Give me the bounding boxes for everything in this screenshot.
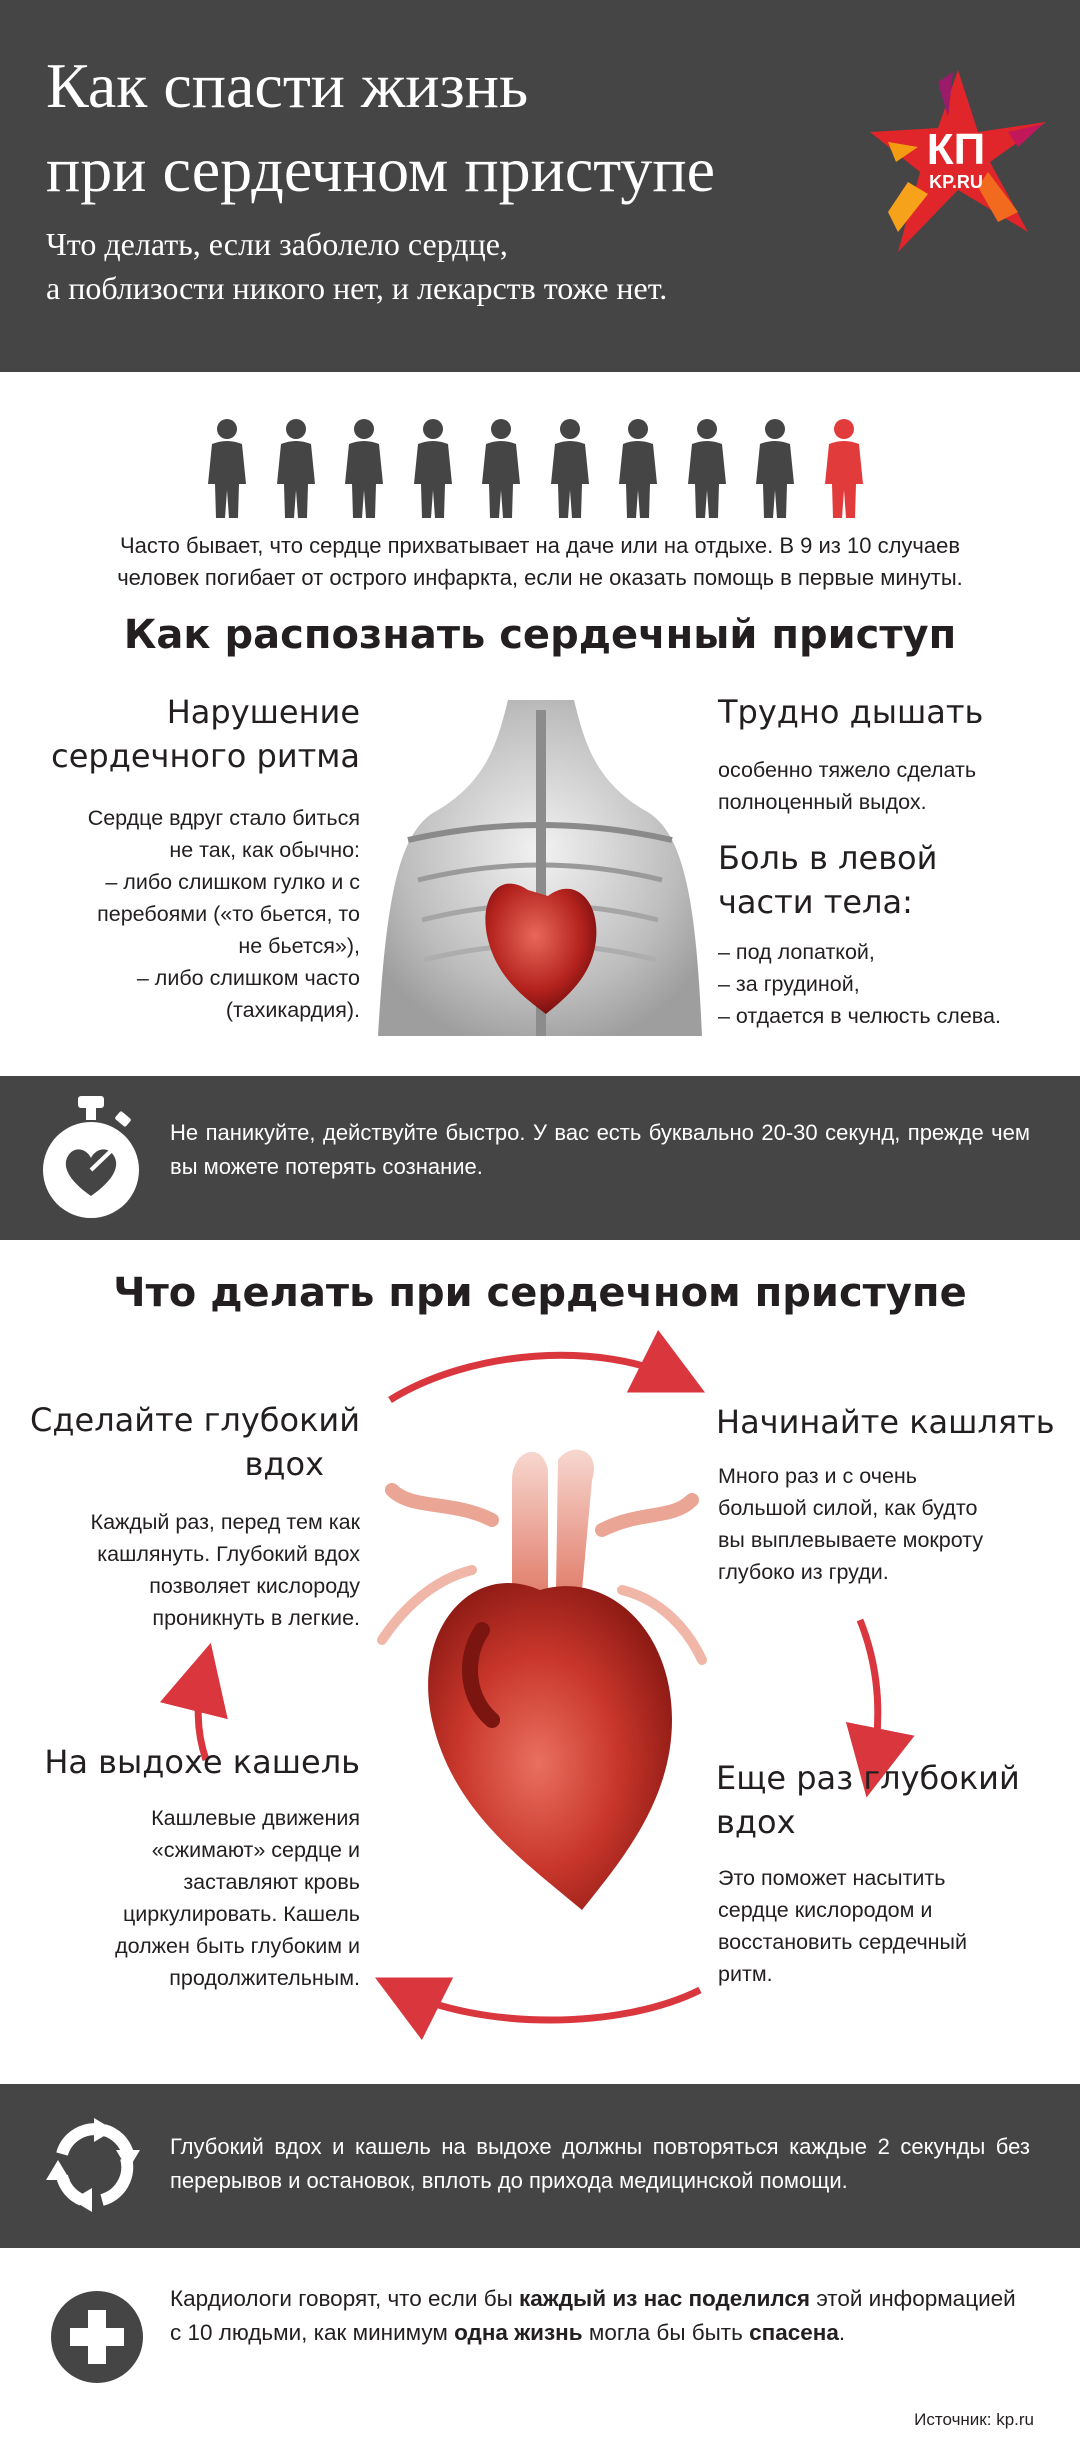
- subtitle-line-1: Что делать, если заболело сердце,: [46, 226, 508, 262]
- person-icon: [688, 418, 726, 518]
- text-line: не бьется»),: [238, 934, 360, 958]
- text-line: Кашлевые движения: [151, 1806, 360, 1830]
- pain-heading: Боль в левой части тела:: [718, 839, 938, 921]
- step-deep-breath-text: [30, 1506, 360, 1634]
- person-icon: [277, 418, 315, 518]
- breathing-heading: Трудно дышать: [718, 693, 984, 731]
- breathing-description: [718, 754, 1048, 818]
- source-credit: Источник: kp.ru: [914, 2410, 1034, 2429]
- intro-text: Часто бывает, что сердце прихватывает на даче или на отдыхе. В 9 из 10 случаев человек погибает от острого инфаркта, если не оказать помощь в первые минуты.: [117, 533, 963, 590]
- step-exhale-cough-heading: На выдохе кашель: [44, 1743, 360, 1781]
- text-line: должен быть глубоким и: [115, 1934, 360, 1958]
- text-line: восстановить сердечный: [718, 1930, 967, 1954]
- person-icon: [208, 418, 246, 518]
- step-breath-again-heading: Еще раз глубокий вдох: [716, 1759, 1020, 1841]
- step-cough-text: [718, 1460, 1058, 1588]
- person-icon: [482, 418, 520, 518]
- header-banner: [0, 0, 1080, 372]
- text-line: – за грудиной,: [718, 972, 860, 996]
- step-cough-heading: Начинайте кашлять: [716, 1403, 1055, 1441]
- text-line: вы выплевываете мокроту: [718, 1528, 984, 1552]
- recognize-section-title: Как распознать сердечный приступ: [123, 612, 957, 658]
- text-line: ритм.: [718, 1962, 773, 1986]
- person-icon: [756, 418, 794, 518]
- person-icon: [345, 418, 383, 518]
- text-line: заставляют кровь: [183, 1870, 360, 1894]
- timer-banner: [0, 1076, 1080, 1240]
- timer-banner-text: Не паникуйте, действуйте быстро. У вас есть буквально 20-30 секунд, прежде чем вы можете потерять сознание.: [170, 1120, 1030, 1179]
- text-line: сердце кислородом и: [718, 1898, 933, 1922]
- person-icon-highlighted: [825, 418, 863, 518]
- text-line: большой силой, как будто: [718, 1496, 978, 1520]
- text-line: – либо слишком часто: [136, 966, 360, 990]
- repeat-banner-text: Глубокий вдох и кашель на выдохе должны повторяться каждые 2 секунды без перерывов и остановок, вплоть до прихода медицинской помощи.: [170, 2134, 1030, 2193]
- text-line: позволяет кислороду: [149, 1574, 360, 1598]
- title-line-1: Как спасти жизнь: [46, 50, 529, 121]
- text-line: Много раз и с очень: [718, 1464, 917, 1488]
- people-pictogram: [208, 418, 872, 518]
- text-line: – отдается в челюсть слева.: [718, 1004, 1001, 1028]
- plus-circle-icon: [50, 2290, 144, 2384]
- footer-message: Кардиологи говорят, что если бы каждый из нас поделился этой информацией с 10 людьми, как минимум одна жизнь могла бы быть спасена.: [170, 2286, 1016, 2345]
- repeat-banner: [0, 2084, 1080, 2248]
- page-title: [46, 44, 906, 212]
- step-breath-again-text: [718, 1862, 1058, 1990]
- rhythm-heading: Нарушение сердечного ритма: [51, 693, 360, 775]
- heart-illustration: [372, 1440, 708, 1920]
- page-subtitle: [46, 222, 906, 310]
- title-line-2: при сердечном приступе: [46, 134, 716, 205]
- text-line: кашлянуть. Глубокий вдох: [97, 1542, 360, 1566]
- text-line: особенно тяжело сделать: [718, 758, 977, 782]
- text-line: Сердце вдруг стало биться: [87, 806, 360, 830]
- text-line: (тахикардия).: [225, 998, 360, 1022]
- kp-logo: [868, 62, 1048, 262]
- step-exhale-cough-text: [30, 1802, 360, 1994]
- text-line: – либо слишком гулко и с: [105, 870, 360, 894]
- subtitle-line-2: а поблизости никого нет, и лекарств тоже нет.: [46, 270, 668, 306]
- person-icon: [619, 418, 657, 518]
- repeat-cycle-icon: [42, 2114, 144, 2216]
- text-line: «сжимают» сердце и: [151, 1838, 360, 1862]
- steps-section-title: Что делать при сердечном приступе: [113, 1270, 967, 1316]
- person-icon: [551, 418, 589, 518]
- text-line: проникнуть в легкие.: [152, 1606, 360, 1630]
- rhythm-description: [40, 802, 360, 1026]
- stopwatch-heart-icon: [38, 1096, 144, 1222]
- step-deep-breath-heading: Сделайте глубокий вдох: [30, 1401, 360, 1483]
- text-line: полноценный выдох.: [718, 790, 927, 814]
- text-line: глубоко из груди.: [718, 1560, 889, 1584]
- text-line: перебоями («то бьется, то: [97, 902, 360, 926]
- text-line: Каждый раз, перед тем как: [90, 1510, 360, 1534]
- pain-description: [718, 936, 1048, 1032]
- person-icon: [414, 418, 452, 518]
- text-line: циркулировать. Кашель: [122, 1902, 360, 1926]
- svg-text:КП: КП: [926, 125, 986, 174]
- text-line: – под лопаткой,: [718, 940, 875, 964]
- torso-xray-illustration: [378, 700, 702, 1036]
- text-line: продолжительным.: [169, 1966, 360, 1990]
- text-line: Это поможет насытить: [718, 1866, 946, 1890]
- text-line: не так, как обычно:: [169, 838, 360, 862]
- svg-text:KP.RU: KP.RU: [929, 172, 983, 192]
